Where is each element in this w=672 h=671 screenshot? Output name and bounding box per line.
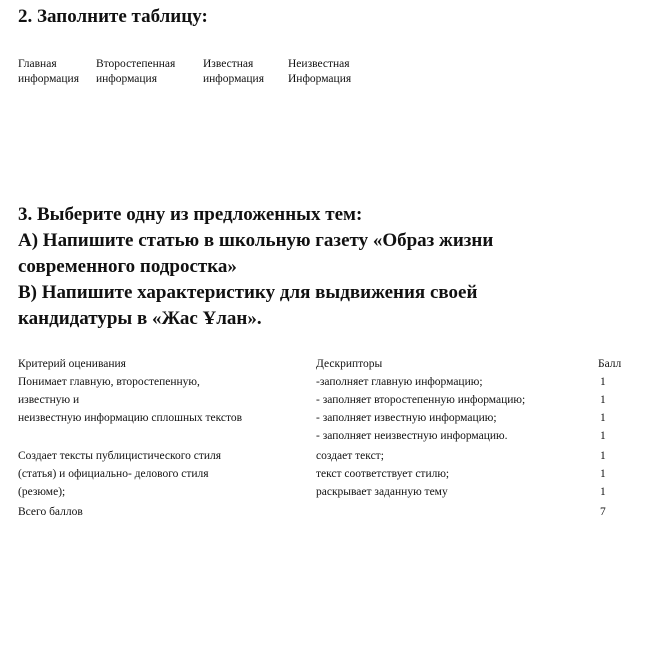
score-value: 1: [600, 468, 606, 480]
descriptor-line: создает текст;: [316, 450, 384, 462]
total-value: 7: [600, 506, 606, 518]
descriptor-line: текст соответствует стилю;: [316, 468, 450, 480]
column-main-info: [18, 57, 79, 87]
criterion-line: Понимает главную, второстепенную,: [18, 376, 200, 388]
criterion-line: неизвестную информацию сплошных текстов: [18, 412, 243, 424]
task3-option-b: В) Напишите характеристику для выдвижения своей: [18, 282, 478, 303]
score-value: 1: [600, 486, 606, 498]
task3-option-a-cont: современного подростка»: [18, 256, 237, 277]
task3-block: [18, 202, 493, 332]
score-value: 1: [600, 394, 606, 406]
score-value: 1: [600, 412, 606, 424]
column-label-line2: Информация: [288, 73, 352, 85]
task3-title: 3. Выберите одну из предложенных тем:: [18, 204, 363, 225]
criterion-line: (статья) и официально- делового стиля: [18, 468, 209, 480]
task2-title: 2. Заполните таблицу:: [18, 6, 208, 27]
score-value: 1: [600, 450, 606, 462]
criterion-line: (резюме);: [18, 486, 66, 498]
criterion-line: Создает тексты публицистического стиля: [18, 450, 222, 462]
column-known-info: [203, 57, 264, 87]
column-secondary-info: [96, 57, 175, 87]
column-label-line1: Известная: [203, 58, 254, 70]
criterion-line: известную и: [18, 394, 80, 406]
descriptor-line: - заполняет известную информацию;: [316, 412, 497, 424]
column-label-line2: информация: [203, 73, 264, 85]
descriptor-line: - заполняет второстепенную информацию;: [316, 394, 526, 406]
column-label-line1: Главная: [18, 58, 57, 70]
column-label-line1: Неизвестная: [288, 58, 350, 70]
header-criterion: Критерий оценивания: [18, 358, 126, 370]
column-label-line2: информация: [96, 73, 157, 85]
header-descriptors: Дескрипторы: [316, 358, 383, 370]
descriptor-line: - заполняет неизвестную информацию.: [316, 430, 508, 442]
column-label-line2: информация: [18, 73, 79, 85]
column-unknown-info: [288, 57, 351, 87]
task3-option-a: А) Напишите статью в школьную газету «Образ жизни: [18, 230, 494, 251]
score-value: 1: [600, 376, 606, 388]
descriptor-line: раскрывает заданную тему: [316, 486, 448, 498]
task3-option-b-cont: кандидатуры в «Жас Ұлан».: [18, 308, 262, 329]
total-label: Всего баллов: [18, 506, 83, 518]
descriptor-line: -заполняет главную информацию;: [316, 376, 483, 388]
column-label-line1: Второстепенная: [96, 58, 176, 70]
score-value: 1: [600, 430, 606, 442]
header-score: Балл: [598, 358, 622, 370]
